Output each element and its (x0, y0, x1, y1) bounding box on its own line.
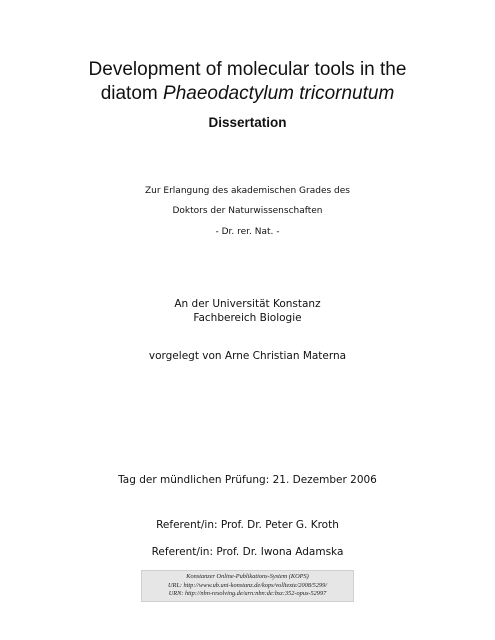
kops-info-box (141, 570, 354, 602)
kops-urn: URN: http://nbn-resolving.de/urn:nbn:de:bsz:352-opus-52997 (168, 590, 327, 598)
degree-line-2: Doktors der Naturwissenschaften (172, 206, 323, 216)
document-type: Dissertation (208, 115, 287, 130)
title-line-2 (0, 82, 495, 106)
document-title (0, 58, 495, 106)
author-line: vorgelegt von Arne Christian Materna (148, 350, 347, 362)
degree-line-3: - Dr. rer. Nat. - (215, 227, 280, 237)
kops-title: Konstanzer Online-Publikations-System (KOPS) (186, 573, 309, 580)
title-line-1: Development of molecular tools in the (88, 59, 407, 80)
university-line-2: Fachbereich Biologie (193, 312, 302, 324)
referee-2: Referent/in: Prof. Dr. Iwona Adamska (151, 546, 344, 558)
title-line-2-prefix: diatom (100, 83, 164, 104)
degree-line-1: Zur Erlangung des akademischen Grades des (144, 186, 350, 196)
university-line-1: An der Universität Konstanz (174, 298, 321, 310)
referee-1: Referent/in: Prof. Dr. Peter G. Kroth (156, 519, 339, 531)
species-name: Phaeodactylum tricornutum (163, 83, 395, 104)
kops-url: URL: http://www.ub.uni-konstanz.de/kops/volltexte/2008/5299/ (167, 581, 328, 589)
exam-date: Tag der mündlichen Prüfung: 21. Dezember 2006 (118, 474, 377, 486)
